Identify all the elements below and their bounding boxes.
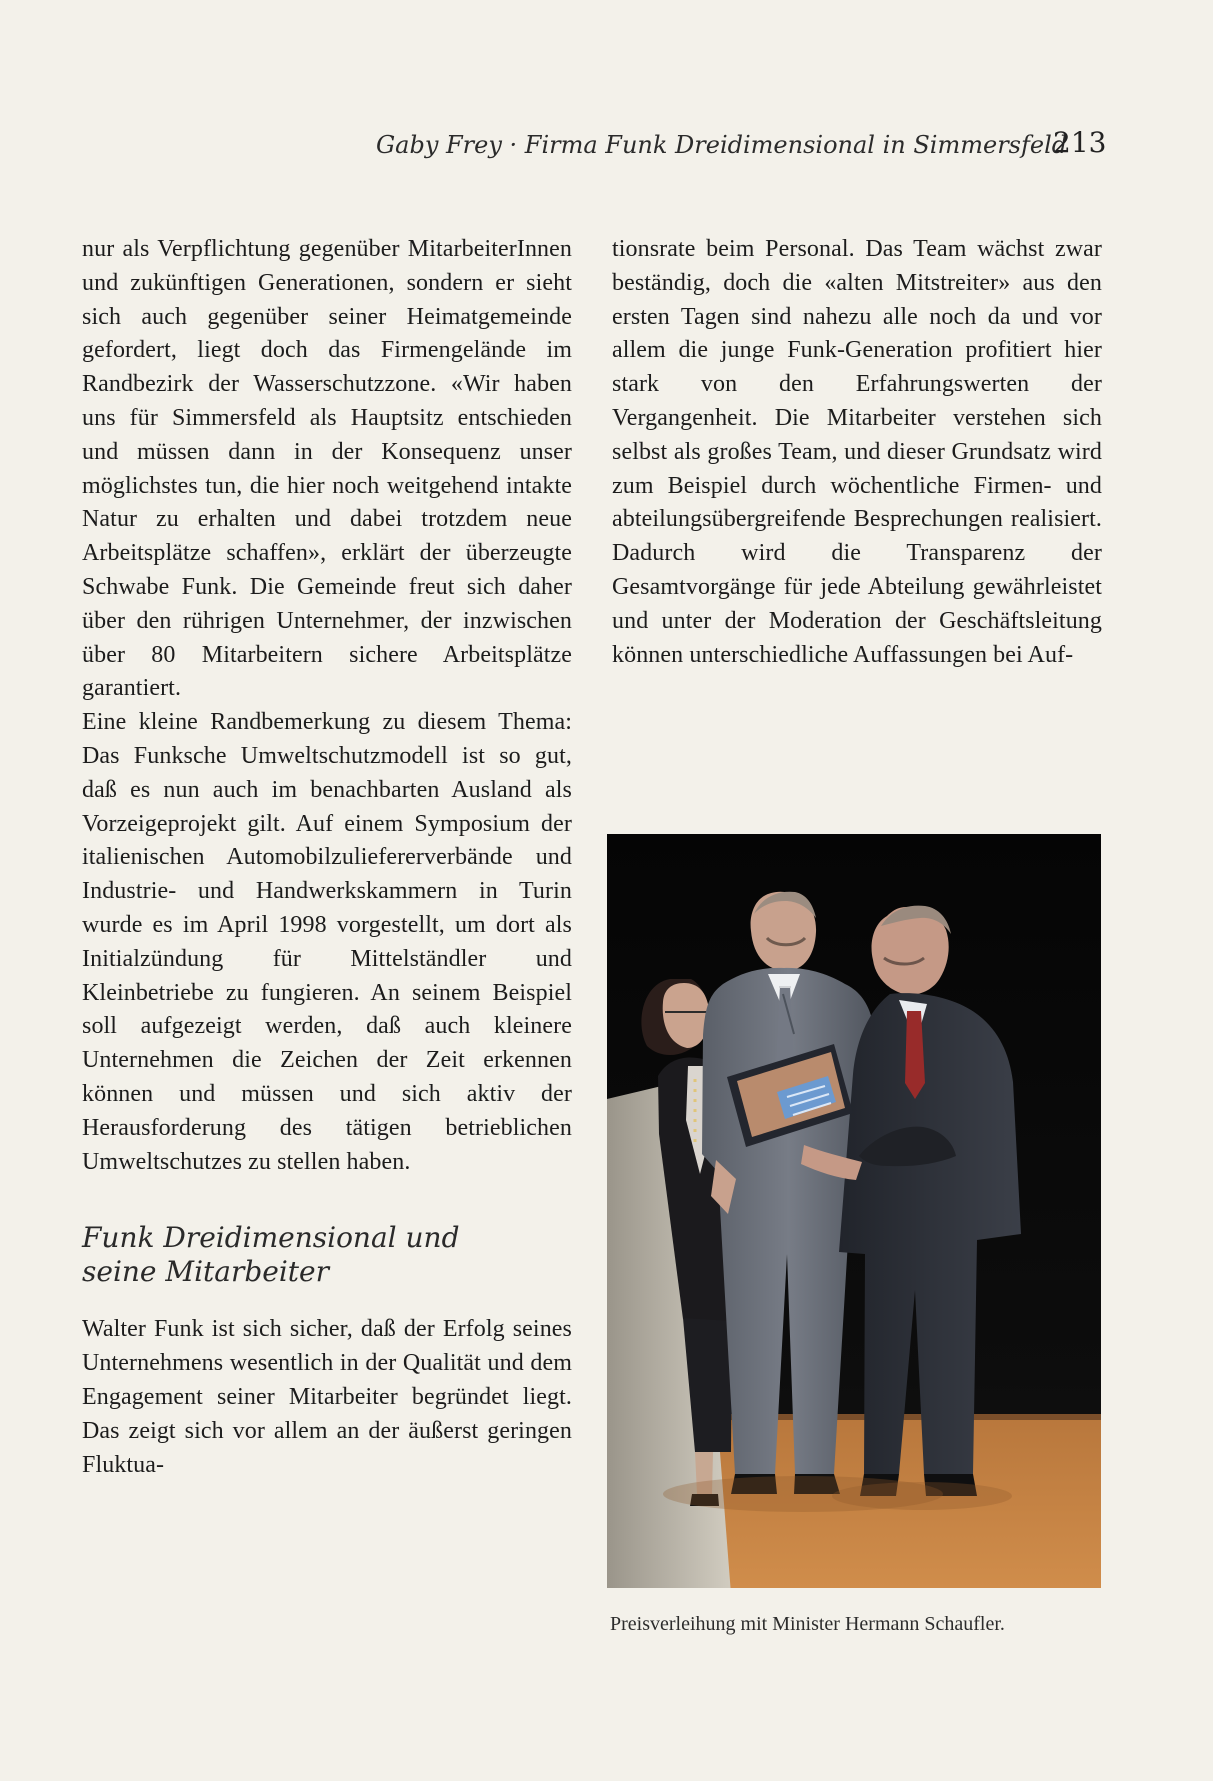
left-column [82,233,572,1482]
section-heading [82,1221,572,1289]
left-paragraph-2: Eine kleine Randbemerkung zu diesem Thema: Das Funksche Umweltschutzmodell ist so gut, daß es nun auch im benachbarten Ausland als Vorzeigeprojekt gilt. Auf einem Symposium der italienischen Automobilzuliefererverbände und Industrie- und Handwerkskammern in Turin wurde es im April 1998 vorgestellt, um dort als Initialzündung für Mittelständler und Kleinbetriebe zu fungieren. An seinem Beispiel soll aufgezeigt werden, daß auch kleinere Unternehmen die Zeichen der Zeit erkennen können und müssen und sich aktiv der Herausforderung des tätigen betrieblichen Umweltschutzes zu stellen haben. [82,709,572,1175]
left-paragraph-1: nur als Verpflichtung gegenüber MitarbeiterInnen und zukünftigen Generationen, sondern er sieht sich auch gegenüber seiner Heimatgemeinde gefordert, liegt doch das Firmengelände im Randbezirk der Wasserschutzzone. «Wir haben uns für Simmersfeld als Hauptsitz entschieden und müssen dann in der Konsequenz unser möglichstes tun, die hier noch weitgehend intakte Natur zu erhalten und dabei trotzdem neue Arbeitsplätze schaffen», erklärt der überzeugte Schwabe Funk. Die Gemeinde freut sich daher über den rührigen Unternehmer, der inzwischen über 80 Mitarbeitern sichere Arbeitsplätze garantiert. [82,236,572,702]
section-heading-line-1: Funk Dreidimensional und [82,1221,460,1255]
award-photo [607,834,1101,1588]
page-number: 213 [1053,126,1107,159]
award-photo-illustration [607,834,1101,1588]
shadow-right [832,1482,1012,1510]
right-paragraph-1: tionsrate beim Personal. Das Team wächst zwar beständig, doch die «alten Mitstreiter» aus den ersten Tagen sind nahezu alle noch da und vor allem die junge Funk-Generation profitiert hier stark von den Erfahrungswerten der Vergangenheit. Die Mitarbeiter verstehen sich selbst als großes Team, und dieser Grundsatz wird zum Beispiel durch wöchentliche Firmen- und abteilungsübergreifende Besprechungen realisiert. Dadurch wird die Transparenz der Gesamtvorgänge für jede Abteilung gewährleistet und unter der Moderation der Geschäftsleitung können unterschiedliche Auffassungen bei Auf- [612,236,1102,668]
running-header [376,128,1106,162]
section-heading-line-2: seine Mitarbeiter [82,1255,330,1289]
right-column [612,233,1102,672]
left-paragraph-3: Walter Funk ist sich sicher, daß der Erfolg seines Unternehmens wesentlich in der Qualität und dem Engagement seiner Mitarbeiter begründet liegt. Das zeigt sich vor allem an der äußerst geringen Fluktua- [82,1316,572,1478]
photo-caption: Preisverleihung mit Minister Hermann Schaufler. [610,1613,1005,1635]
running-title: Gaby Frey · Firma Funk Dreidimensional in Simmersfeld [376,131,1068,159]
